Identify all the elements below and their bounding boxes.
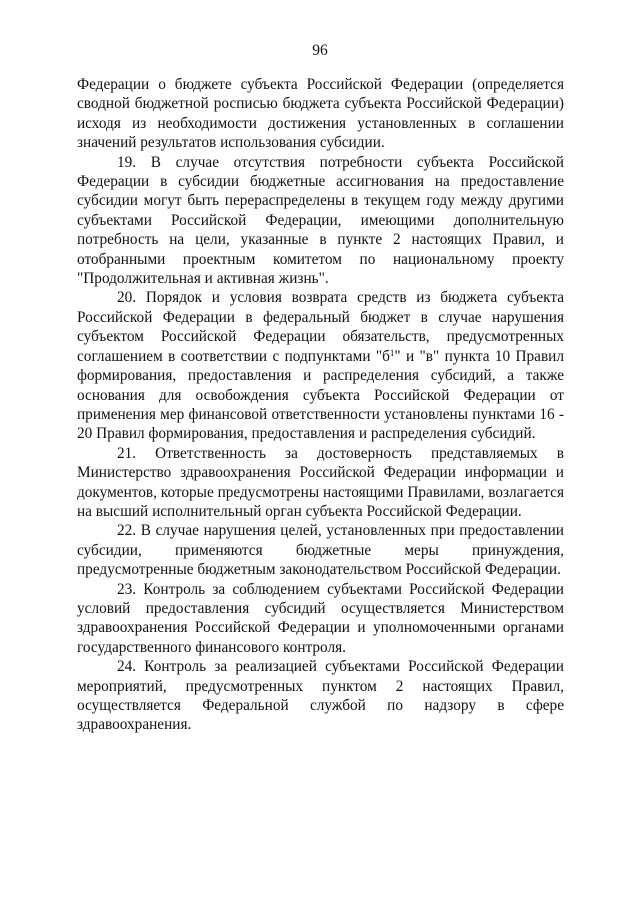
paragraph-21: 21. Ответственность за достоверность представляемых в Министерство здравоохранения Российской Федерации информации и документов, которые предусмотрены настоящими Правилами, возлагается на высший исполнительный орган субъекта Российской Федерации.: [77, 444, 564, 520]
document-body: [77, 75, 564, 735]
paragraph-20-text-end: " и "в" пункта 10 Правил формирования, предоставления и распределения субсидий, а также основания для освобождения субъекта Российской Федерации от применения мер финансовой ответственности установлены пунктами 16 - 20 Правил формирования, предоставления и распределения субсидий.: [77, 347, 564, 443]
paragraph-continuation: Федерации о бюджете субъекта Российской Федерации (определяется сводной бюджетной росписью бюджета субъекта Российской Федерации) исходя из необходимости достижения установленных в соглашении значений результатов использования субсидии.: [77, 76, 564, 152]
paragraph-24: 24. Контроль за реализацией субъектами Российской Федерации мероприятий, предусмотренных пунктом 2 настоящих Правил, осуществляется Федеральной службой по надзору в сфере здравоохранения.: [77, 658, 564, 734]
paragraph-20-text-start: 20. Порядок и условия возврата средств из бюджета субъекта Российской Федерации в федеральный бюджет в случае нарушения субъектом Российской Федерации обязательств, предусмотренных соглашением в соответствии с подпунктами "б: [77, 289, 564, 365]
superscript-marker: 1: [389, 347, 395, 358]
page-number: 96: [312, 42, 328, 59]
paragraph-19: 19. В случае отсутствия потребности субъекта Российской Федерации в субсидии бюджетные ассигнования на предоставление субсидии могут быть перераспределены в текущем году между другими субъектами Российской Федерации, имеющими дополнительную потребность на цели, указанные в пункте 2 настоящих Правил, и отобранными проектным комитетом по национальному проекту "Продолжительная и активная жизнь".: [77, 153, 564, 288]
paragraph-22: 22. В случае нарушения целей, установленных при предоставлении субсидии, применяются бюджетные меры принуждения, предусмотренные бюджетным законодательством Российской Федерации.: [77, 522, 564, 579]
paragraph-23: 23. Контроль за соблюдением субъектами Российской Федерации условий предоставления субсидий осуществляется Министерством здравоохранения Российской Федерации и уполномоченными органами государственного финансового контроля.: [77, 580, 564, 656]
paragraph-20: [77, 288, 564, 443]
